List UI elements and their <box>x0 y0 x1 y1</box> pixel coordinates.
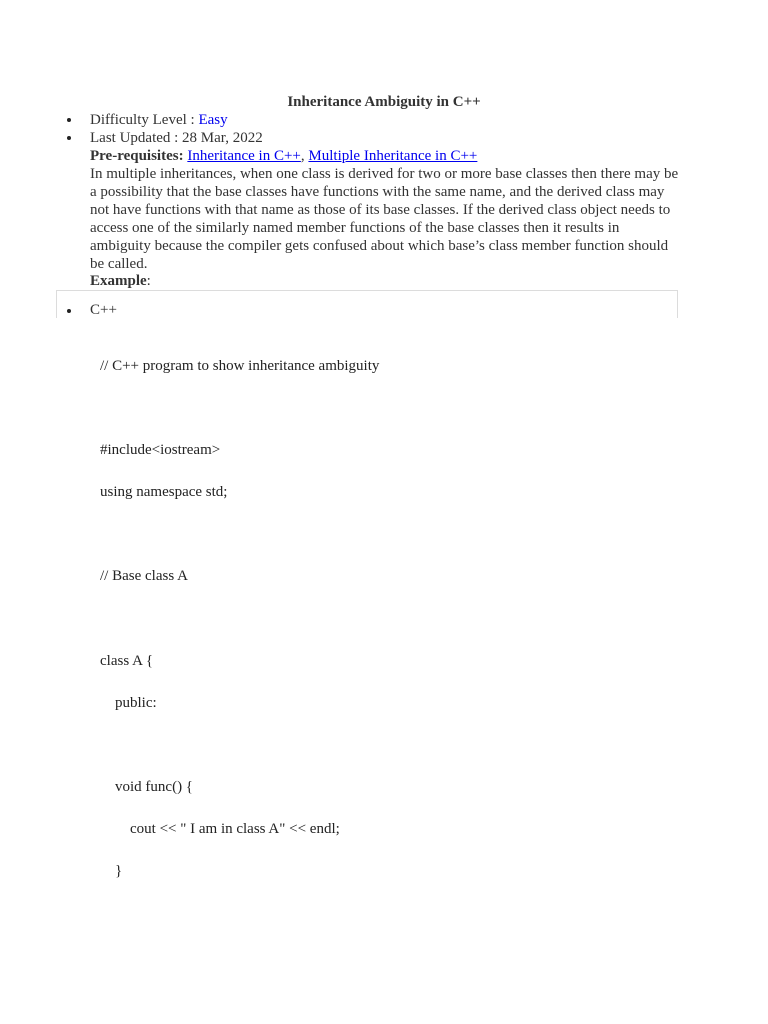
difficulty-label: Difficulty Level : <box>90 112 199 128</box>
prerequisites-line <box>90 147 477 165</box>
code-line: // C++ program to show inheritance ambiguity <box>100 358 380 374</box>
tab-cpp[interactable] <box>90 301 117 319</box>
prereq-link-inheritance[interactable]: Inheritance in C++ <box>187 148 301 164</box>
code-line: public: <box>100 695 157 711</box>
difficulty-link[interactable]: Easy <box>198 112 228 128</box>
example-label: Example <box>90 273 147 289</box>
bullet-icon <box>67 136 71 140</box>
last-updated-text: Last Updated : 28 Mar, 2022 <box>90 130 263 146</box>
code-line: class A { <box>100 653 154 669</box>
code-line: void func() { <box>100 779 194 795</box>
article-meta-list <box>90 111 690 147</box>
prereq-separator: , <box>300 148 309 164</box>
code-line: } <box>100 863 123 879</box>
prereq-link-multiple-inheritance[interactable]: Multiple Inheritance in C++ <box>308 148 478 164</box>
bullet-icon <box>67 118 71 122</box>
difficulty-item <box>90 111 690 129</box>
bullet-icon <box>67 309 71 313</box>
example-heading <box>90 272 151 290</box>
code-line: using namespace std; <box>100 484 228 500</box>
example-colon: : <box>146 273 151 289</box>
prerequisites-label: Pre-requisites: <box>90 148 184 164</box>
tab-cpp-label: C++ <box>90 302 117 318</box>
code-line: #include<iostream> <box>100 442 221 458</box>
code-line: // Base class A <box>100 568 188 584</box>
page-title: Inheritance Ambiguity in C++ <box>287 94 481 110</box>
intro-paragraph: In multiple inheritances, when one class is derived for two or more base classes then there may be a possibility that the base classes have functions with the same name, and the derived class may not have functions with that name as those of its base classes. If the derived class object needs to access one of the similarly named member functions of the base classes then it results in ambiguity because the compiler gets confused about which base’s class member function should be called. <box>90 166 679 272</box>
last-updated-item <box>90 129 690 147</box>
code-tab-container <box>56 290 678 318</box>
code-line: cout << " I am in class A" << endl; <box>100 821 340 837</box>
